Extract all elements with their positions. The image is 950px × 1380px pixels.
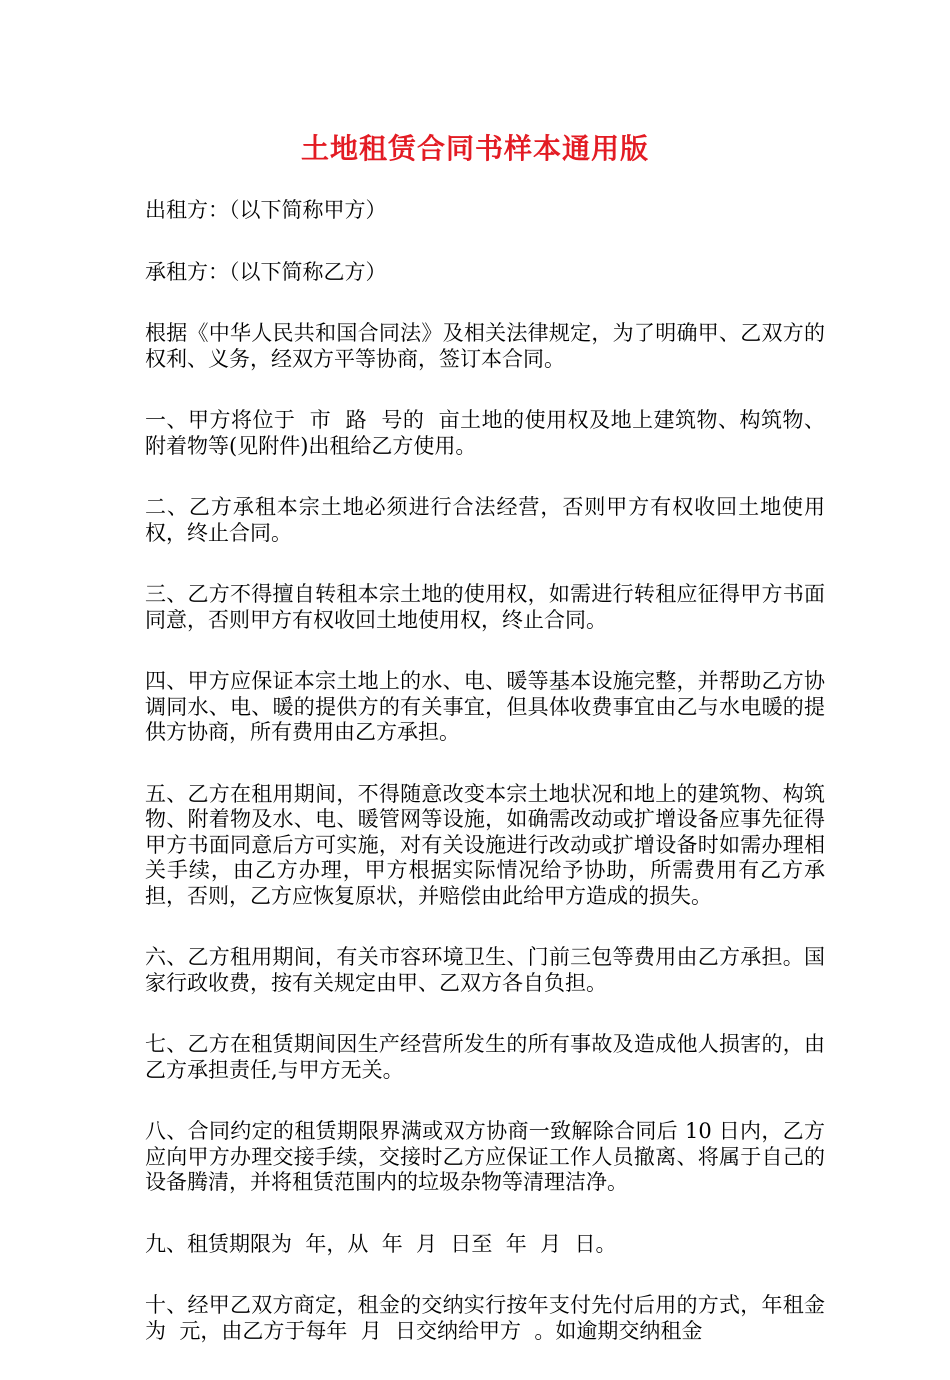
clause-9: 九、租赁期限为 年，从 年 月 日至 年 月 日。 xyxy=(145,1231,617,1256)
clause-6: 六、乙方租用期间，有关市容环境卫生、门前三包等费用由乙方承担。国家行政收费，按有关规定由甲、乙双方各自负担。 xyxy=(145,945,825,995)
document-body xyxy=(145,198,825,1380)
paragraph-preamble: 根据《中华人民共和国合同法》及相关法律规定，为了明确甲、乙双方的权利、义务，经双方平等协商，签订本合同。 xyxy=(145,321,825,371)
clause-10: 十、经甲乙双方商定，租金的交纳实行按年支付先付后用的方式，年租金为 元，由乙方于每年 月 日交纳给甲方 。如逾期交纳租金 xyxy=(145,1293,825,1343)
clause-1: 一、甲方将位于 市 路 号的 亩土地的使用权及地上建筑物、构筑物、附着物等(见附件)出租给乙方使用。 xyxy=(145,408,825,458)
clause-3: 三、乙方不得擅自转租本宗土地的使用权，如需进行转租应征得甲方书面同意，否则甲方有权收回土地使用权，终止合同。 xyxy=(145,582,825,632)
clause-4: 四、甲方应保证本宗土地上的水、电、暖等基本设施完整，并帮助乙方协调同水、电、暖的提供方的有关事宜，但具体收费事宜由乙与水电暖的提供方协商，所有费用由乙方承担。 xyxy=(145,669,825,744)
clause-8: 八、合同约定的租赁期限界满或双方协商一致解除合同后 10 日内，乙方应向甲方办理交接手续，交接时乙方应保证工作人员撤离、将属于自己的设备腾清，并将租赁范围内的垃圾杂物等清理洁净。 xyxy=(145,1119,825,1194)
clause-2: 二、乙方承租本宗土地必须进行合法经营，否则甲方有权收回土地使用权，终止合同。 xyxy=(145,495,825,545)
clause-7: 七、乙方在租赁期间因生产经营所发生的所有事故及造成他人损害的，由乙方承担责任,与甲方无关。 xyxy=(145,1032,825,1082)
clause-5: 五、乙方在租用期间，不得随意改变本宗土地状况和地上的建筑物、构筑物、附着物及水、电、暖管网等设施，如确需改动或扩增设备应事先征得甲方书面同意后方可实施，对有关设施进行改动或扩增设备时如需办理相关手续，由乙方办理，甲方根据实际情况给予协助，所需费用有乙方承担，否则，乙方应恢复原状，并赔偿由此给甲方造成的损失。 xyxy=(145,781,825,908)
document-title: 土地租赁合同书样本通用版 xyxy=(300,132,649,165)
paragraph-lessee: 承租方：（以下简称乙方） xyxy=(145,259,387,284)
paragraph-lessor: 出租方：（以下简称甲方） xyxy=(145,198,387,222)
